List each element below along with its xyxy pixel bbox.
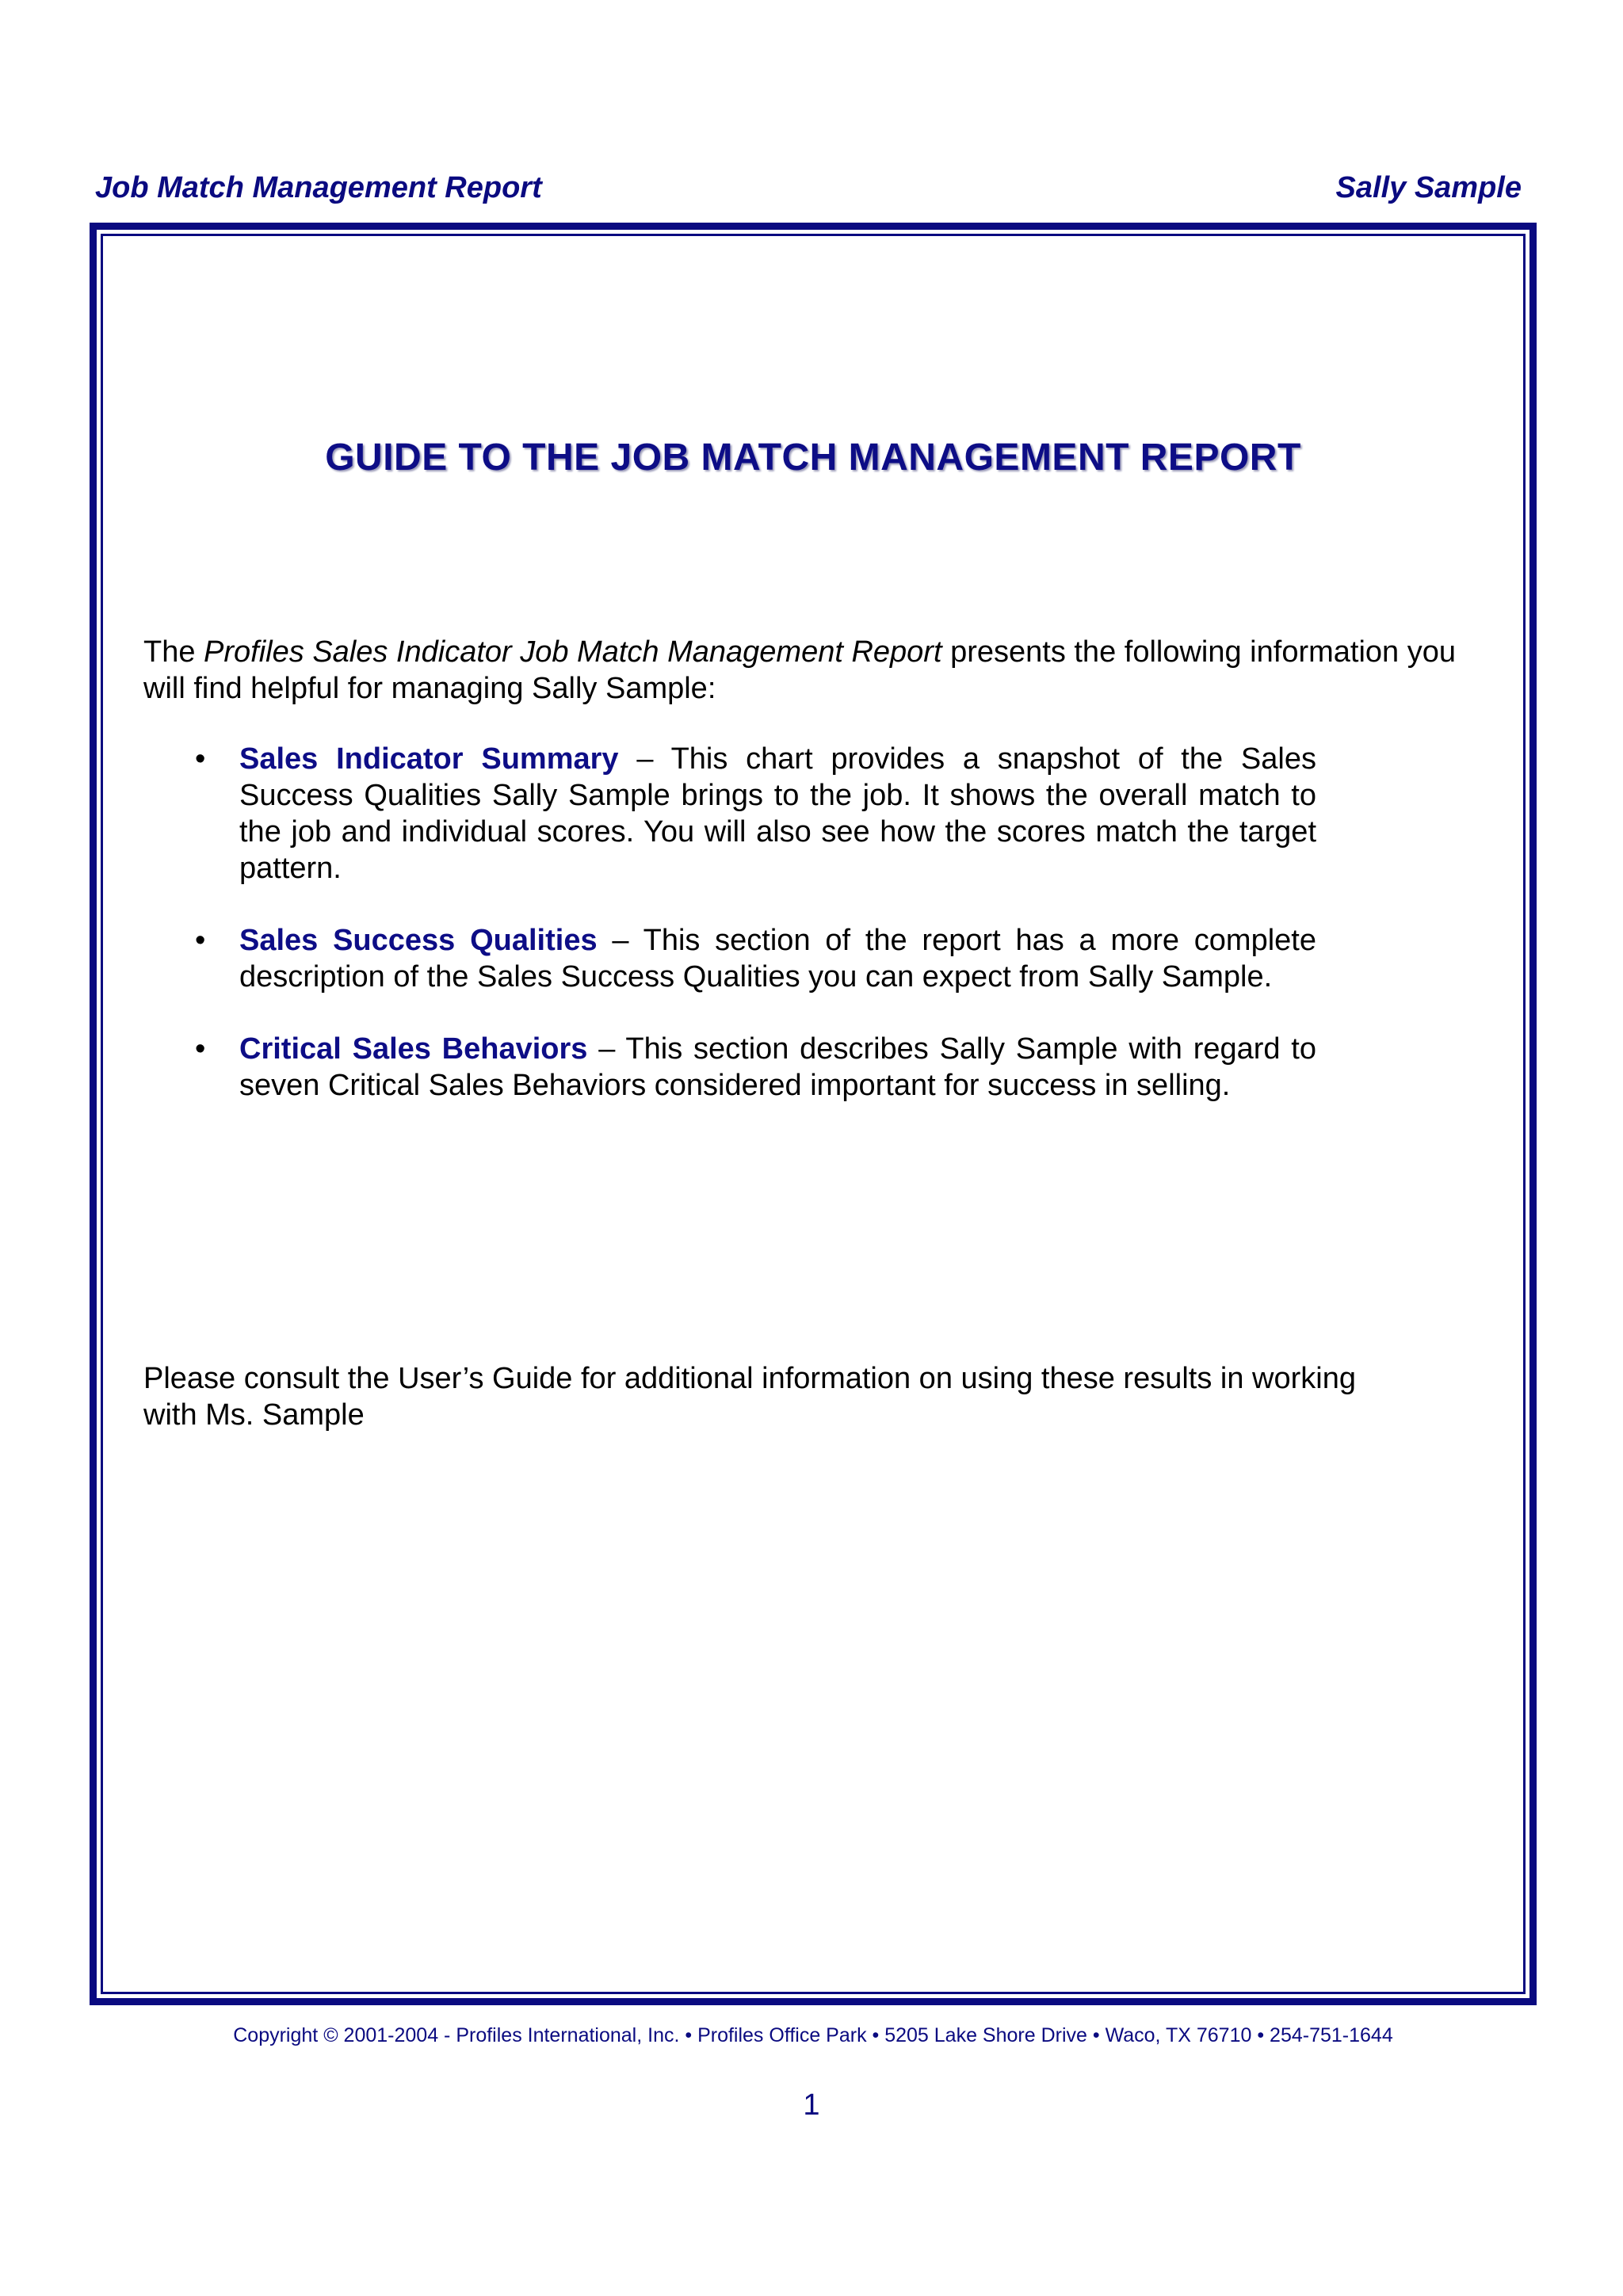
closing-paragraph: Please consult the User’s Guide for additional information on using these results in working with Ms. Sample — [143, 1362, 1356, 1432]
item-term: Sales Success Qualities — [239, 924, 598, 957]
intro-paragraph — [143, 634, 1491, 707]
list-item — [143, 741, 1316, 887]
item-term: Sales Indicator Summary — [239, 742, 619, 776]
intro-lead: The — [143, 635, 204, 669]
item-text: – This section of the report has a more complete description of the Sales Success Qualities you can expect from Sally Sample. — [239, 924, 1316, 994]
page-title: GUIDE TO THE JOB MATCH MANAGEMENT REPORT — [325, 437, 1301, 479]
intro-report-title: Profiles Sales Indicator Job Match Management Report — [204, 635, 942, 669]
bullet-icon: • — [195, 1032, 206, 1066]
list-item — [143, 922, 1316, 995]
bullet-icon: • — [195, 924, 206, 957]
item-text: – This chart provides a snapshot of the Sales Success Qualities Sally Sample brings to the job. It shows the overall match to the job and individual scores. You will also see how the scores match the target pattern. — [239, 742, 1316, 885]
person-name: Sally Sample — [1335, 171, 1522, 204]
section-list — [143, 741, 1316, 1139]
copyright-footer: Copyright © 2001-2004 - Profiles International, Inc. • Profiles Office Park • 5205 Lake Shore Drive • Waco, TX 76710 • 254-751-1644 — [233, 2024, 1393, 2046]
intro-rest: presents the following information you will find helpful for managing Sally Sample: — [143, 635, 1456, 705]
item-term: Critical Sales Behaviors — [239, 1032, 588, 1066]
running-header — [95, 171, 1522, 219]
page-number: 1 — [803, 2088, 820, 2122]
item-text: – This section describes Sally Sample with regard to seven Critical Sales Behaviors considered important for success in selling. — [239, 1032, 1316, 1102]
bullet-icon: • — [195, 742, 206, 776]
report-name: Job Match Management Report — [95, 171, 542, 204]
list-item — [143, 1031, 1316, 1104]
